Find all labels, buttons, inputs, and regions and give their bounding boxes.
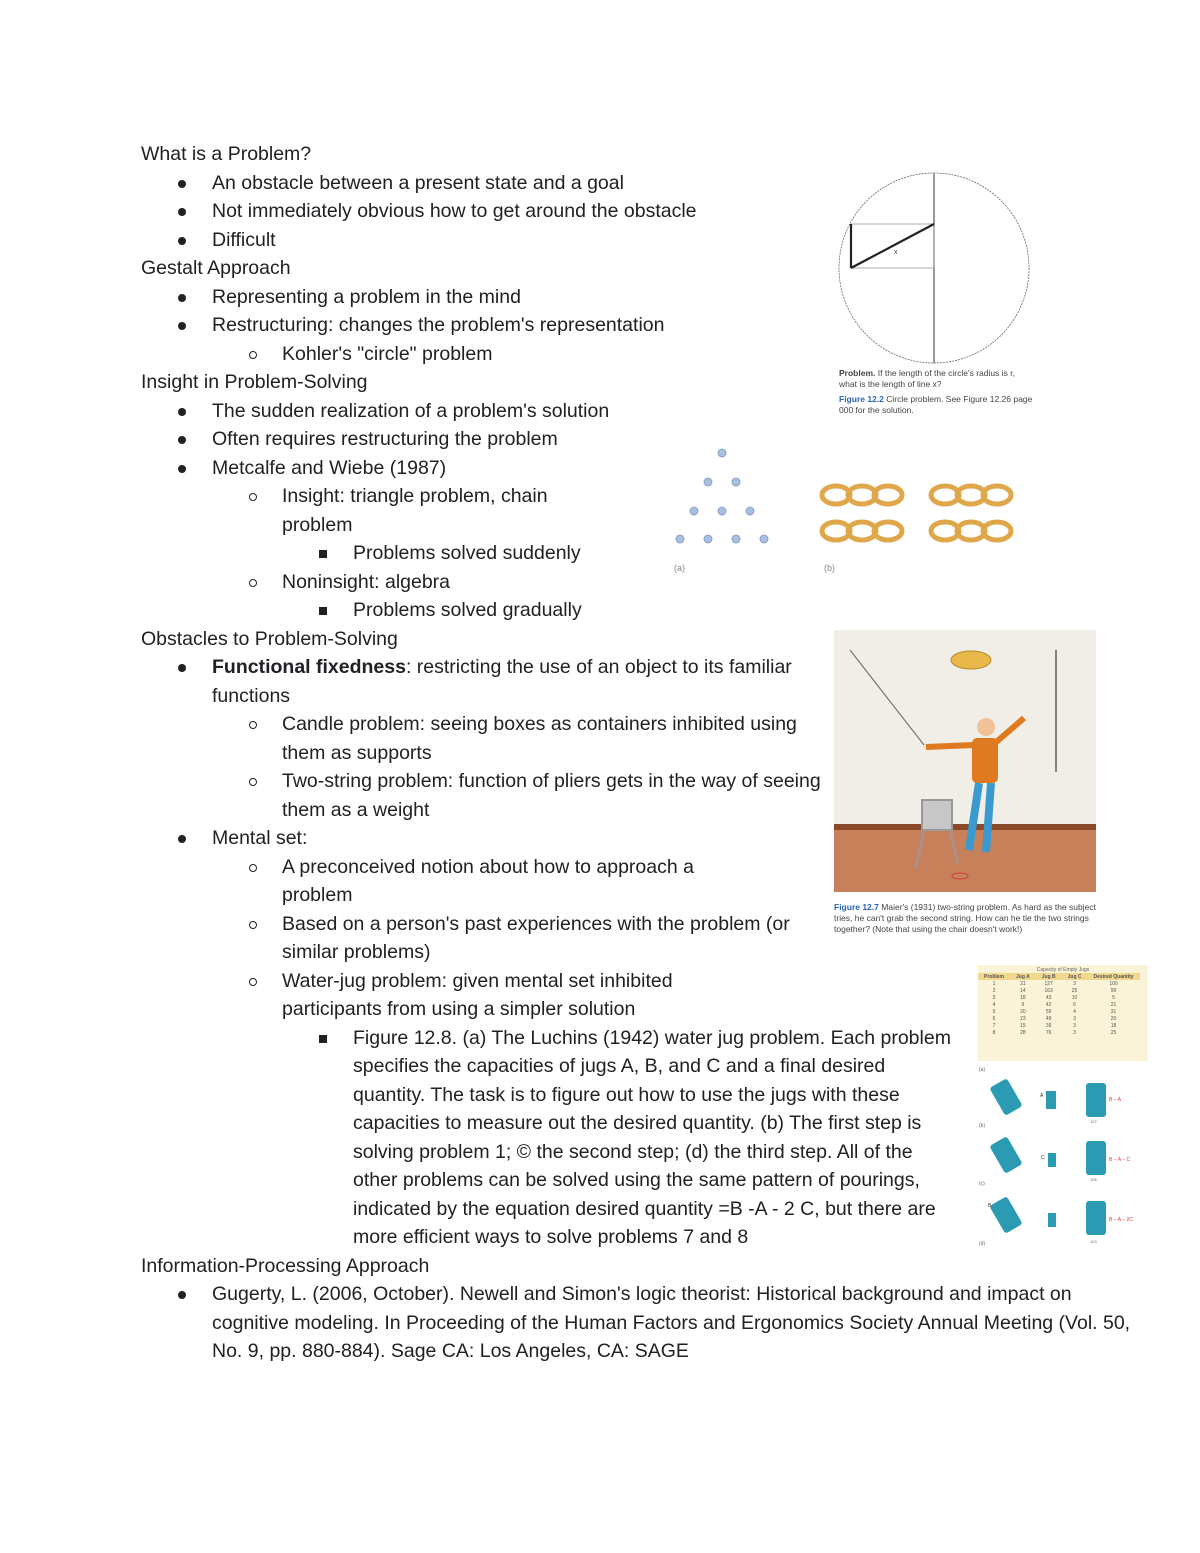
table-cell: 4 bbox=[992, 1001, 996, 1008]
label-b: (b) bbox=[979, 1123, 986, 1129]
jug-c bbox=[1048, 1213, 1056, 1227]
coin bbox=[760, 535, 768, 543]
square-bullet-icon bbox=[319, 550, 327, 558]
list-item-text: Candle problem: seeing boxes as containers inhibited using them as supports bbox=[282, 713, 797, 764]
sub-list-item bbox=[141, 767, 822, 824]
jug-b-pouring bbox=[989, 1196, 1022, 1234]
list-item-text: Insight: triangle problem, chain problem bbox=[282, 485, 548, 536]
table-row bbox=[978, 1029, 1140, 1036]
table-cell: 25 bbox=[1110, 1029, 1117, 1036]
list-item bbox=[141, 653, 792, 710]
triangle-chain-figure bbox=[668, 445, 1028, 575]
line-x bbox=[851, 224, 934, 268]
list-item-text: Mental set: bbox=[212, 827, 308, 849]
table-cell: 3 bbox=[1073, 1022, 1076, 1029]
figure-text: Maier's (1931) two-string problem. As hard as the subject tries, he can't grab the second string. How can he tie the two strings together? (Note that using the chair doesn't work!) bbox=[834, 902, 1096, 934]
circle-caption-figure bbox=[839, 394, 1034, 416]
heading-gestalt: Gestalt Approach bbox=[141, 257, 291, 279]
table-cell: 23 bbox=[1020, 1015, 1026, 1022]
table-cell: 7 bbox=[992, 1022, 996, 1029]
problem-label: Problem. bbox=[839, 368, 876, 378]
chair-back bbox=[922, 800, 952, 830]
table-cell: 20 bbox=[1110, 1015, 1117, 1022]
coin bbox=[704, 478, 712, 486]
sub-list-item bbox=[141, 482, 582, 539]
table-cell: 43 bbox=[1045, 994, 1052, 1001]
bullet-icon bbox=[178, 237, 186, 245]
list-item-text: Noninsight: algebra bbox=[282, 570, 451, 593]
heading-insight: Insight in Problem-Solving bbox=[141, 371, 368, 393]
list-item-text: Often requires restructuring the problem bbox=[212, 428, 558, 450]
table-header-row bbox=[978, 973, 1140, 980]
list-item-text: Two-string problem: function of pliers gets in the way of seeing them as a weight bbox=[282, 770, 821, 821]
table-cell: 3 bbox=[1073, 1029, 1076, 1036]
table-row bbox=[978, 1022, 1140, 1029]
table-cell: 3 bbox=[1073, 980, 1076, 987]
capacity-label: 106 bbox=[1090, 1177, 1097, 1182]
problem-text: If the length of the circle's radius is r, what is the length of line x? bbox=[839, 368, 1015, 389]
bullet-icon bbox=[178, 664, 186, 672]
capacity-label: 103 bbox=[1090, 1239, 1097, 1244]
table-cell: 20 bbox=[1020, 1008, 1026, 1015]
table-cell: 8 bbox=[992, 1029, 996, 1036]
circle-caption-problem bbox=[839, 368, 1034, 390]
bullet-icon bbox=[178, 208, 186, 216]
list-item-text: Representing a problem in the mind bbox=[212, 285, 521, 308]
list-item-text: Gugerty, L. (2006, October). Newell and Simon's logic theorist: Historical background and impact on cognitive modeling. In Proceeding of the Human Factors and Ergonomics Society Annual Meeting (Vol. 50, No. 9, pp. 880-884). Sage CA: Los Angeles, CA: SAGE bbox=[212, 1283, 1131, 1362]
jug-b-pouring bbox=[989, 1136, 1022, 1174]
bullet-icon bbox=[178, 835, 186, 843]
figure-text: Circle problem. See Figure 12.26 page 000 for the solution. bbox=[839, 394, 1033, 415]
step-d bbox=[988, 1196, 1133, 1244]
label-a: (a) bbox=[674, 563, 685, 573]
table-cell: 6 bbox=[992, 1015, 996, 1022]
table-cell: 99 bbox=[1110, 987, 1117, 994]
triangle-coins bbox=[676, 449, 768, 543]
coin bbox=[732, 478, 740, 486]
water-jug-steps bbox=[978, 1065, 1148, 1255]
bullet-icon bbox=[178, 294, 186, 302]
table-cell: 42 bbox=[1045, 1001, 1052, 1008]
person-arm-left bbox=[926, 745, 974, 747]
list-item bbox=[141, 1280, 1132, 1366]
water-jug-figure bbox=[978, 965, 1148, 1255]
table-cell: 18 bbox=[1110, 1022, 1117, 1029]
table-cell: 59 bbox=[1045, 1008, 1052, 1015]
floor bbox=[834, 830, 1096, 892]
list-item-text: : restricting the use of an object to its familiar functions bbox=[212, 656, 792, 707]
table-cell: 76 bbox=[1045, 1029, 1052, 1036]
bullet-icon bbox=[178, 180, 186, 188]
table-cell: 3 bbox=[1073, 1015, 1076, 1022]
line-x-label: x bbox=[894, 249, 898, 256]
heading-information-processing: Information-Processing Approach bbox=[141, 1254, 430, 1277]
sub-sub-list-item bbox=[141, 1024, 953, 1252]
square-bullet-icon bbox=[319, 607, 327, 615]
step-b bbox=[989, 1078, 1121, 1124]
table-cell: 100 bbox=[1109, 980, 1118, 987]
table-cell: 28 bbox=[1020, 1029, 1026, 1036]
heading-what-is-problem: What is a Problem? bbox=[141, 143, 312, 165]
table-row bbox=[978, 987, 1140, 994]
header-cell: Desired Quantity bbox=[1093, 973, 1134, 980]
table-cell: 5 bbox=[1112, 994, 1115, 1001]
list-item-text: Problems solved gradually bbox=[353, 599, 582, 621]
list-item-text: Water-jug problem: given mental set inhibited participants from using a simpler solution bbox=[282, 969, 673, 1020]
label-b: (b) bbox=[824, 563, 835, 573]
two-string-figure bbox=[834, 630, 1096, 955]
list-item-text: The sudden realization of a problem's solution bbox=[212, 399, 610, 422]
header-cell: Jug B bbox=[1041, 973, 1056, 980]
bullet-icon bbox=[178, 1291, 186, 1299]
chain-links bbox=[822, 486, 1011, 540]
table-row bbox=[978, 1001, 1140, 1008]
list-item-text: Not immediately obvious how to get around the obstacle bbox=[212, 200, 697, 222]
square-bullet-icon bbox=[319, 1035, 327, 1043]
table-cell: 15 bbox=[1020, 1022, 1026, 1029]
coin bbox=[746, 507, 754, 515]
table-row bbox=[978, 1008, 1140, 1015]
figure-label: Figure 12.2 bbox=[839, 394, 884, 404]
heading-obstacles: Obstacles to Problem-Solving bbox=[141, 627, 398, 650]
triangle-chain-diagram bbox=[668, 445, 1028, 575]
hollow-bullet-icon bbox=[249, 351, 257, 359]
jug-a bbox=[1046, 1091, 1056, 1109]
table-cell: 39 bbox=[1045, 1022, 1052, 1029]
capacity-label: 127 bbox=[1090, 1119, 1097, 1124]
equation-b: B − A bbox=[1109, 1097, 1122, 1103]
bullet-icon bbox=[178, 322, 186, 330]
table-cell: 6 bbox=[1073, 1001, 1076, 1008]
label-a: (a) bbox=[979, 1067, 986, 1073]
table-cell: 163 bbox=[1044, 987, 1053, 994]
table-row bbox=[978, 1015, 1140, 1022]
term-functional-fixedness: Functional fixedness bbox=[212, 656, 406, 678]
sub-list-item bbox=[141, 710, 812, 767]
equation-d: B − A − 2C bbox=[1109, 1217, 1133, 1223]
jug-result bbox=[1086, 1141, 1106, 1175]
hollow-bullet-icon bbox=[249, 721, 257, 729]
two-string-caption bbox=[834, 902, 1096, 935]
hollow-bullet-icon bbox=[249, 493, 257, 501]
list-item-text: A preconceived notion about how to approach a problem bbox=[282, 855, 694, 906]
table-cell: 31 bbox=[1110, 1008, 1117, 1015]
table-cell: 1 bbox=[992, 980, 996, 987]
table-row bbox=[978, 994, 1140, 1001]
list-item-text: Difficult bbox=[212, 228, 276, 251]
label-d: (d) bbox=[979, 1241, 986, 1247]
table-cell: 3 bbox=[992, 994, 996, 1001]
coin bbox=[718, 507, 726, 515]
jug-result bbox=[1086, 1201, 1106, 1235]
sub-sub-list-item bbox=[141, 596, 1141, 625]
water-jug-table-panel bbox=[978, 965, 1148, 1061]
table-cell: 127 bbox=[1044, 980, 1053, 987]
jug-b-pouring bbox=[989, 1078, 1022, 1116]
two-string-illustration bbox=[834, 630, 1096, 892]
table-cell: 10 bbox=[1071, 994, 1078, 1001]
hollow-bullet-icon bbox=[249, 579, 257, 587]
table-cell: 4 bbox=[1073, 1008, 1076, 1015]
bullet-icon bbox=[178, 408, 186, 416]
coin bbox=[704, 535, 712, 543]
table-cell: 49 bbox=[1045, 1015, 1052, 1022]
list-item-text: Problems solved suddenly bbox=[353, 542, 581, 564]
coin bbox=[732, 535, 740, 543]
table-cell: 2 bbox=[992, 987, 996, 994]
hollow-bullet-icon bbox=[249, 778, 257, 786]
jug-b-label: B bbox=[988, 1203, 992, 1209]
table-cell: 14 bbox=[1020, 987, 1026, 994]
person-head bbox=[977, 718, 995, 736]
person-shirt bbox=[972, 738, 998, 783]
table-title: Capacity of Empty Jugs bbox=[1036, 967, 1090, 973]
coin bbox=[718, 449, 726, 457]
hollow-bullet-icon bbox=[249, 921, 257, 929]
list-item-text: Based on a person's past experiences with the problem (or similar problems) bbox=[282, 912, 790, 963]
label-c: (c) bbox=[979, 1181, 985, 1187]
jug-a-label: A bbox=[1040, 1093, 1044, 1099]
sub-list-item bbox=[141, 910, 822, 967]
bullet-icon bbox=[178, 436, 186, 444]
ceiling-lamp bbox=[951, 651, 991, 669]
jug-c bbox=[1048, 1153, 1056, 1167]
bullet-icon bbox=[178, 465, 186, 473]
coin bbox=[690, 507, 698, 515]
table-cell: 21 bbox=[1110, 1001, 1117, 1008]
list-item-text: Metcalfe and Wiebe (1987) bbox=[212, 456, 447, 479]
header-cell: Jug A bbox=[1016, 973, 1030, 980]
table-cell: 5 bbox=[992, 1008, 996, 1015]
list-item-text: Kohler's "circle" problem bbox=[282, 342, 493, 365]
figure-label: Figure 12.7 bbox=[834, 902, 879, 912]
header-cell: Problem bbox=[984, 973, 1005, 980]
sub-list-item bbox=[141, 967, 722, 1024]
list-item-text: Figure 12.8. (a) The Luchins (1942) water jug problem. Each problem specifies the capacities of jugs A, B, and C and a final desired quantity. The task is to figure out how to use the jugs with these capacities to measure out the desired quantity. (b) The first step is solving problem 1; © the second step; (d) the third step. All of the other problems can be solved using the same pattern of pourings, indicated by the equation desired quantity =B -A - 2 C, but there are more efficient ways to solve problems 7 and 8 bbox=[353, 1026, 951, 1248]
baseboard bbox=[834, 824, 1096, 830]
hollow-bullet-icon bbox=[249, 978, 257, 986]
step-c bbox=[989, 1136, 1130, 1182]
list-item-text: Restructuring: changes the problem's representation bbox=[212, 314, 665, 336]
circle-diagram bbox=[834, 168, 1034, 368]
table-cell: 9 bbox=[1021, 1001, 1025, 1008]
circle-problem-figure bbox=[834, 168, 1034, 432]
table-cell: 21 bbox=[1020, 980, 1026, 987]
table-cell: 18 bbox=[1020, 994, 1026, 1001]
table-cell: 25 bbox=[1071, 987, 1078, 994]
coin bbox=[676, 535, 684, 543]
header-cell: Jug C bbox=[1067, 973, 1082, 980]
sub-list-item bbox=[141, 853, 752, 910]
person-leg-right bbox=[986, 783, 991, 852]
hollow-bullet-icon bbox=[249, 864, 257, 872]
jug-result bbox=[1086, 1083, 1106, 1117]
list-item-text: An obstacle between a present state and a goal bbox=[212, 171, 624, 194]
equation-c: B − A − C bbox=[1109, 1157, 1131, 1163]
table-row bbox=[978, 980, 1140, 987]
water-jug-table bbox=[978, 973, 1140, 1036]
jug-c-label: C bbox=[1041, 1155, 1045, 1161]
